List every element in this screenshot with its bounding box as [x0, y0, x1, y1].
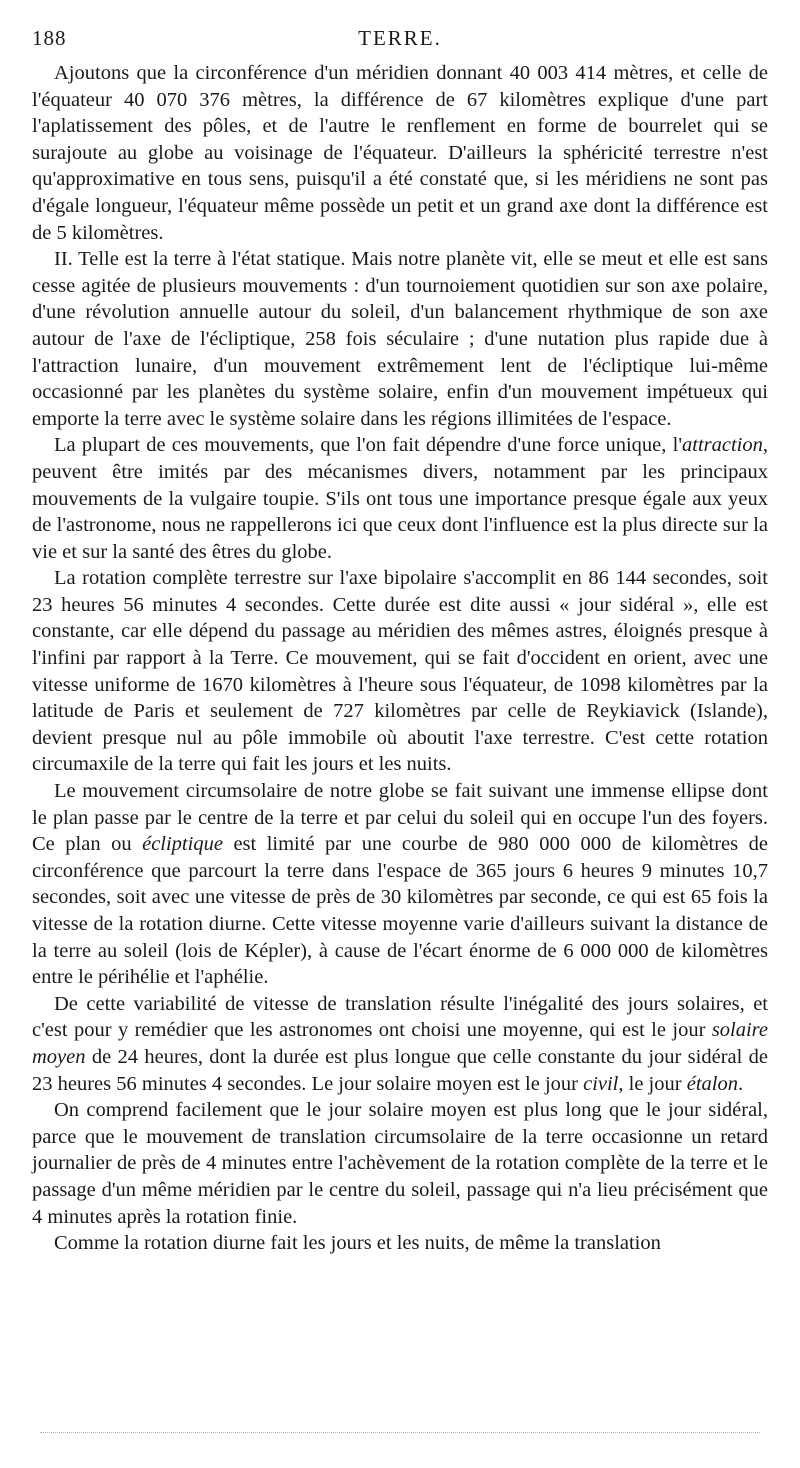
paragraph-3	[32, 432, 768, 565]
text-run: est limité par une courbe de 980 000 000 de kilomètres de circonférence que parcourt la terre dans l'espace de 365 jours 6 heures 9 minutes 10,7 secondes, soit avec une vitesse de près de 30 kilomètres par seconde, ce qui est 65 fois la vitesse de la rotation diurne. Cette vitesse moyenne varie d'ailleurs suivant la distance de la terre au soleil (lois de Képler), à cause de l'écart énorme de 6 000 000 de kilomètres entre le périhélie et l'aphélie.	[32, 833, 768, 989]
italic-term: écliptique	[142, 833, 223, 856]
running-title: TERRE.	[358, 26, 442, 50]
paragraph-6	[32, 991, 768, 1097]
text-run: , peuvent être imités par des mécanismes divers, notamment par les principaux mouvements de la vulgaire toupie. S'ils ont tous une importance presque égale aux yeux de l'astronome, nous ne rappellerons ici que ceux dont l'influence est la plus directe sur la vie et sur la santé des êtres du globe.	[32, 434, 768, 563]
italic-term: solaire moyen	[32, 1019, 768, 1068]
text-run: De cette variabilité de vitesse de translation résulte l'inégalité des jours solaires, et c'est pour y remédier que les astronomes ont choisi une moyenne, qui est le jour	[32, 992, 768, 1042]
book-page	[32, 26, 768, 1257]
text-run: Comme la rotation diurne fait les jours et les nuits, de même la translation	[54, 1232, 661, 1255]
italic-term: étalon	[686, 1072, 738, 1095]
text-run: II. Telle est la terre à l'état statique. Mais notre planète vit, elle se meut et elle est sans cesse agitée de plusieurs mouvements : d'un tournoiement quotidien sur son axe polaire, d'une révolution annuelle autour du soleil, d'un balancement rhythmique de son axe autour de l'axe de l'écliptique, 258 fois séculaire ; d'une nutation plus rapide due à l'attraction lunaire, d'un mouvement extrêmement lent de l'écliptique lui-même occasionné par les planètes du système solaire, enfin d'un mouvement impétueux qui emporte la terre avec le système solaire dans les régions illimitées de l'espace.	[32, 248, 768, 430]
text-run: , le jour	[618, 1072, 687, 1095]
paragraph-5	[32, 778, 768, 991]
paragraph-1	[32, 60, 768, 246]
paragraph-8	[32, 1230, 768, 1257]
body-text	[32, 60, 768, 1257]
text-run: On comprend facilement que le jour solaire moyen est plus long que le jour sidéral, parce que le mouvement de translation circumsolaire de la terre occasionne un retard journalier de près de 4 minutes entre l'achèvement de la rotation complète de la terre et le passage d'un même méridien par le centre du soleil, passage qui n'a lieu précisément que 4 minutes après la rotation finie.	[32, 1099, 768, 1228]
text-run: La rotation complète terrestre sur l'axe bipolaire s'accomplit en 86 144 secondes, soit 23 heures 56 minutes 4 secondes. Cette durée est dite aussi « jour sidéral », elle est constante, car elle dépend du passage au méridien des mêmes astres, éloignés presque à l'infini par rapport à la Terre. Ce mouvement, qui se fait d'occident en orient, avec une vitesse uniforme de 1670 kilomètres à l'heure sous l'équateur, de 1098 kilomètres par la latitude de Paris et seulement de 727 kilomètres par celle de Reykiavick (Islande), devient presque nul au pôle immobile où aboutit l'axe terrestre. C'est cette rotation circumaxile de la terre qui fait les jours et les nuits.	[32, 567, 768, 776]
running-head	[32, 26, 768, 60]
paragraph-4	[32, 565, 768, 778]
italic-term: attraction	[682, 434, 763, 457]
text-run: Ajoutons que la circonférence d'un méridien donnant 40 003 414 mètres, et celle de l'équateur 40 070 376 mètres, la différence de 67 kilomètres explique d'une part l'aplatissement des pôles, et de l'autre le renflement en forme de bourrelet qui se surajoute au globe au voisinage de l'équateur. D'ailleurs la sphéricité terrestre n'est qu'approximative en tous sens, puisqu'il a été constaté que, si les méridiens ne sont pas d'égale longueur, l'équateur même possède un petit et un grand axe dont la différence est de 5 kilomètres.	[32, 62, 768, 244]
bottom-rule	[40, 1432, 760, 1433]
page-number: 188	[32, 26, 67, 50]
paragraph-7	[32, 1097, 768, 1230]
italic-term: civil	[583, 1072, 619, 1095]
text-run: de 24 heures, dont la durée est plus longue que celle constante du jour sidéral de 23 heures 56 minutes 4 secondes. Le jour solaire moyen est le jour	[32, 1045, 768, 1095]
text-run: Le mouvement circumsolaire de notre globe se fait suivant une immense ellipse dont le plan passe par le centre de la terre et par celui du soleil qui en occupe l'un des foyers. Ce plan ou	[32, 780, 768, 856]
text-run: La plupart de ces mouvements, que l'on fait dépendre d'une force unique, l'	[54, 434, 683, 457]
paragraph-2	[32, 246, 768, 432]
text-run: .	[737, 1072, 744, 1095]
